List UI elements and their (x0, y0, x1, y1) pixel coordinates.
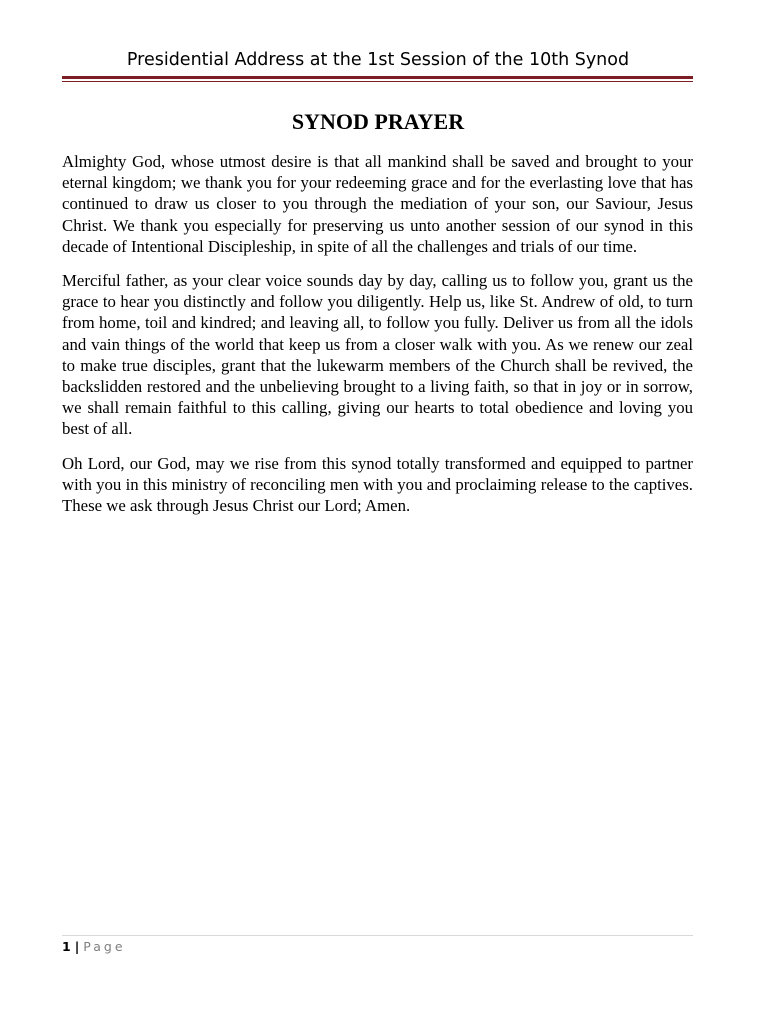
footer-rule (62, 935, 693, 936)
running-header: Presidential Address at the 1st Session of the 10th Synod (126, 50, 630, 70)
document-title: SYNOD PRAYER (291, 109, 465, 134)
page-number: 1 (62, 939, 71, 954)
footer-separator: | (74, 939, 80, 954)
page-label: Page (83, 939, 126, 954)
paragraph: Oh Lord, our God, may we rise from this synod totally transformed and equipped to partner with you in this ministry of reconciling men with you and proclaiming release to the captives. These we ask through Jesus Christ our Lord; Amen. (62, 453, 693, 516)
paragraph: Almighty God, whose utmost desire is that all mankind shall be saved and brought to your eternal kingdom; we thank you for your redeeming grace and for the everlasting love that has continued to draw us closer to you through the mediation of your son, our Saviour, Jesus Christ. We thank you especially for preserving us unto another session of our synod in this decade of Intentional Discipleship, in spite of all the challenges and trials of our time. (62, 152, 693, 256)
document-body (62, 151, 693, 529)
page-footer (62, 939, 126, 954)
header-rule (62, 76, 693, 79)
header-rule-thin (62, 81, 693, 82)
paragraph: Merciful father, as your clear voice sounds day by day, calling us to follow you, grant us the grace to hear you distinctly and follow you diligently. Help us, like St. Andrew of old, to turn from home, toil and kindred; and leaving all, to follow you fully. Deliver us from all the idols and vain things of the world that keep us from a closer walk with you. As we renew our zeal to make true disciples, grant that the lukewarm members of the Church shall be revived, the backslidden restored and the unbelieving brought to a living faith, so that in joy or in sorrow, we shall remain faithful to this calling, giving our hearts to total obedience and loving you best of all. (62, 271, 693, 439)
